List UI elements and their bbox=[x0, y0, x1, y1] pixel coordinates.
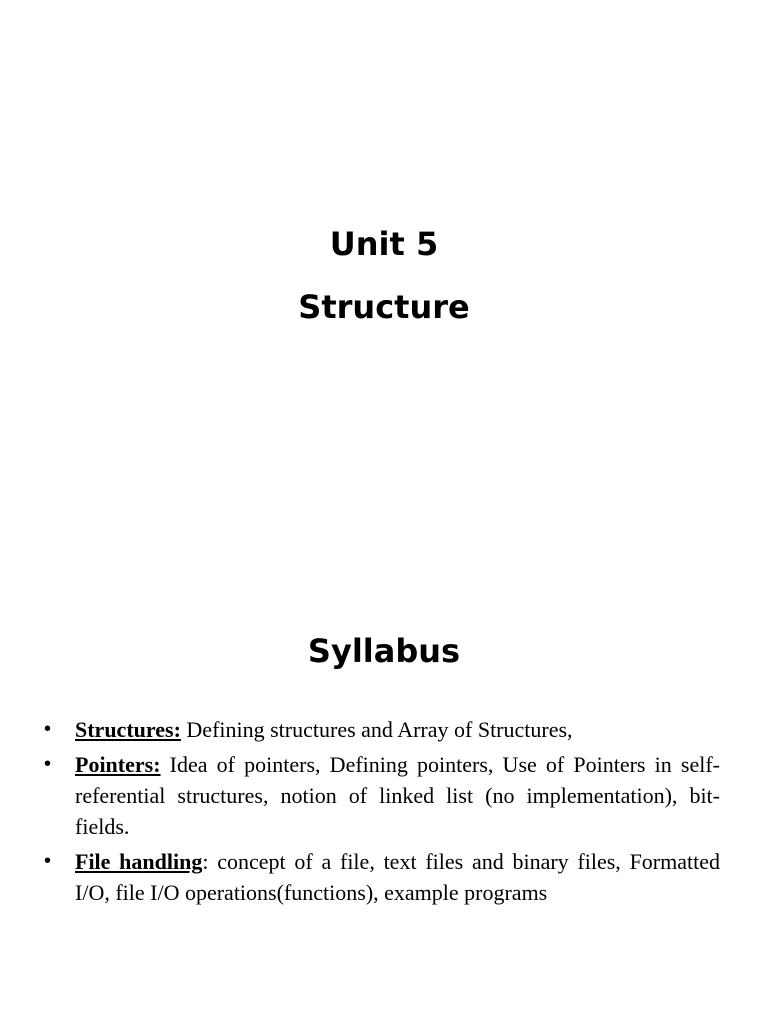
syllabus-heading: Syllabus bbox=[307, 632, 461, 670]
unit-title: Unit 5 bbox=[329, 225, 439, 263]
syllabus-item-text: Defining structures and Array of Structures, bbox=[180, 717, 573, 742]
bullet-icon: • bbox=[44, 718, 52, 740]
syllabus-item-text: Idea of pointers, Defining pointers, Use of Pointers in self-referential structures, notion of linked list (no implementation), bit-fields. bbox=[75, 752, 720, 839]
topic-title: Structure bbox=[298, 288, 470, 326]
bullet-icon: • bbox=[44, 753, 52, 775]
syllabus-item-pointers bbox=[44, 749, 720, 842]
syllabus-item-label: Structures: bbox=[75, 717, 181, 742]
syllabus-item-structures bbox=[44, 714, 720, 745]
bullet-icon: • bbox=[44, 850, 52, 872]
syllabus-item-text: : concept of a file, text files and binary files, Formatted I/O, file I/O operations(functions), example programs bbox=[75, 849, 720, 905]
syllabus-item-label: Pointers: bbox=[75, 752, 161, 777]
syllabus-list bbox=[44, 714, 720, 912]
syllabus-item-label: File handling bbox=[75, 849, 203, 874]
syllabus-item-file-handling bbox=[44, 846, 720, 908]
